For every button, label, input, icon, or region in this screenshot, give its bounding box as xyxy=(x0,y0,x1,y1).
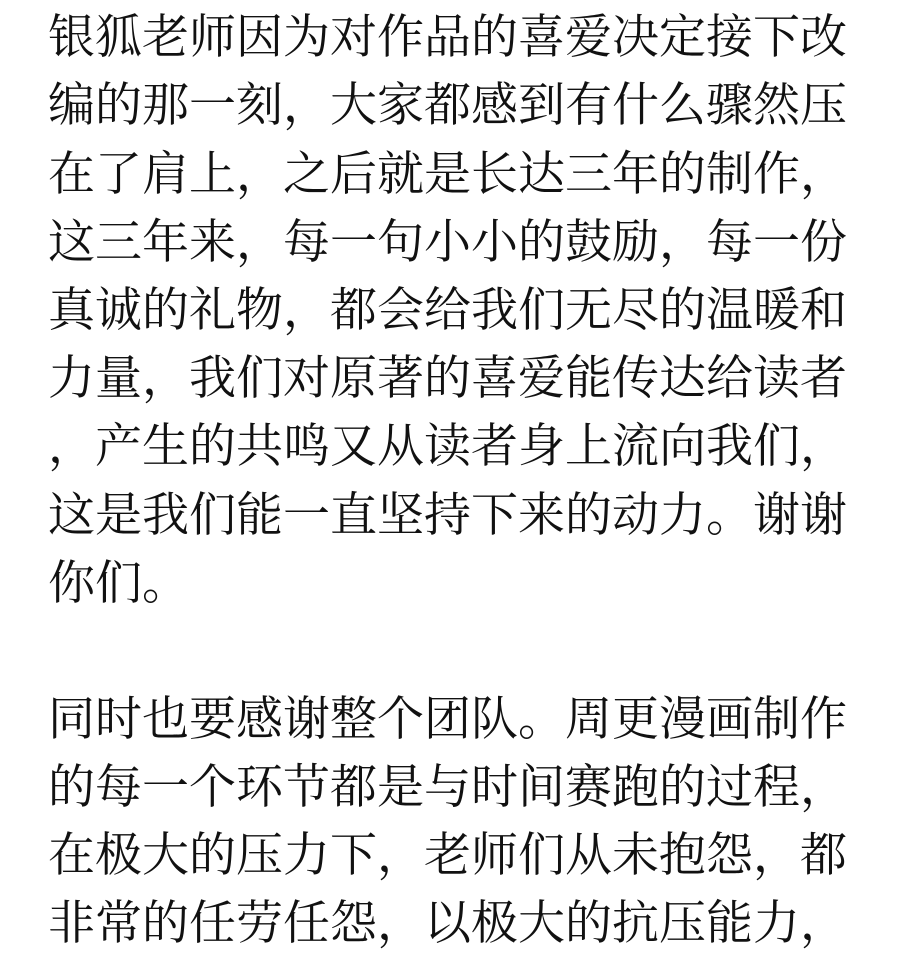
text-line: 在极大的压力下，老师们从未抱怨，都 xyxy=(48,828,847,883)
text-line: 非常的任劳任怨，以极大的抗压能力， xyxy=(48,896,847,951)
text-line: 同时也要感谢整个团队。周更漫画制作 xyxy=(48,692,847,747)
text-line: 编的那一刻，大家都感到有什么骤然压 xyxy=(48,78,847,133)
text-line: 真诚的礼物，都会给我们无尽的温暖和 xyxy=(48,283,847,338)
text-line: 你们。 xyxy=(48,556,189,611)
text-line: 这是我们能一直坚持下来的动力。谢谢 xyxy=(48,488,847,543)
text-line: 银狐老师因为对作品的喜爱决定接下改 xyxy=(48,10,847,65)
text-line: 在了肩上，之后就是长达三年的制作， xyxy=(48,147,847,202)
text-line: ，产生的共鸣又从读者身上流向我们， xyxy=(48,419,847,474)
text-line: 的每一个环节都是与时间赛跑的过程， xyxy=(48,760,847,815)
text-line: 这三年来，每一句小小的鼓励，每一份 xyxy=(48,215,847,270)
text-line: 力量，我们对原著的喜爱能传达给读者 xyxy=(48,351,847,406)
